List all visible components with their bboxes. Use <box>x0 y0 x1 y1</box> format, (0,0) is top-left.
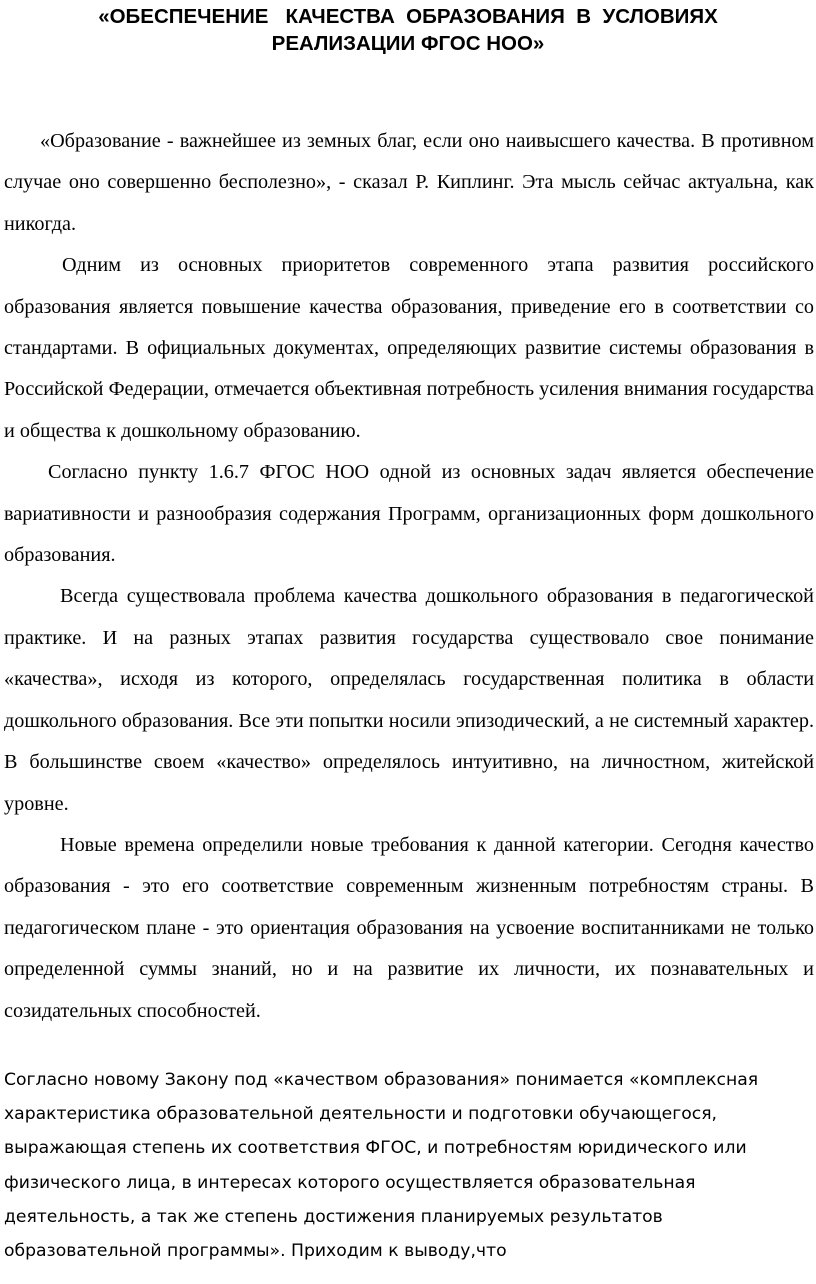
paragraph-kipling-quote: «Образование - важнейшее из земных благ, если оно наивысшего качества. В противном случае оно совершенно бесполезно», - сказал Р. Киплинг. Эта мысль сейчас актуальна, как никогда. <box>4 130 814 235</box>
title-line-2: РЕАЛИЗАЦИИ ФГОС НОО» <box>271 32 545 55</box>
paragraph-priorities: Одним из основных приоритетов современного этапа развития российского образования является повышение качества образования, приведение его в соответствии со стандартами. В официальных документах, определяющих развитие системы образования в Российской Федерации, отмечается объективная потребность усиления внимания государства и общества к дошкольному образованию. <box>4 254 814 442</box>
paragraph-quality-problem: Всегда существовала проблема качества дошкольного образования в педагогической практике. И на разных этапах развития государства существовало свое понимание «качества», исходя из которого, определялась государственная политика в области дошкольного образования. Все эти попытки носили эпизодический, а не системный характер. В большинстве своем «качество» определялось интуитивно, на личностном, житейской уровне. <box>4 585 814 815</box>
document-title <box>0 3 816 57</box>
title-line-1: «ОБЕСПЕЧЕНИЕ КАЧЕСТВА ОБРАЗОВАНИЯ В УСЛОВИЯХ <box>98 5 718 28</box>
document-body <box>4 121 814 1032</box>
document-body-continued <box>4 1063 794 1268</box>
paragraph-new-times: Новые времена определили новые требования к данной категории. Сегодня качество образования - это его соответствие современным жизненным потребностям страны. В педагогическом плане - это ориентация образования на усвоение воспитанниками не только определенной суммы знаний, но и на развитие их личности, их познавательных и созидательных способностей. <box>4 833 814 1022</box>
paragraph-law-definition: Согласно новому Закону под «качеством образования» понимается «комплексная характеристика образовательной деятельности и подготовки обучающегося, выражающая степень их соответствия ФГОС, и потребностям юридического или физического лица, в интересах которого осуществляется образовательная деятельность, а так же степень достижения планируемых результатов образовательной программы». Приходим к выводу,что <box>4 1070 759 1262</box>
paragraph-fgos-point: Согласно пункту 1.6.7 ФГОС НОО одной из основных задач является обеспечение вариативности и разнообразия содержания Программ, организационных форм дошкольного образования. <box>4 461 814 567</box>
